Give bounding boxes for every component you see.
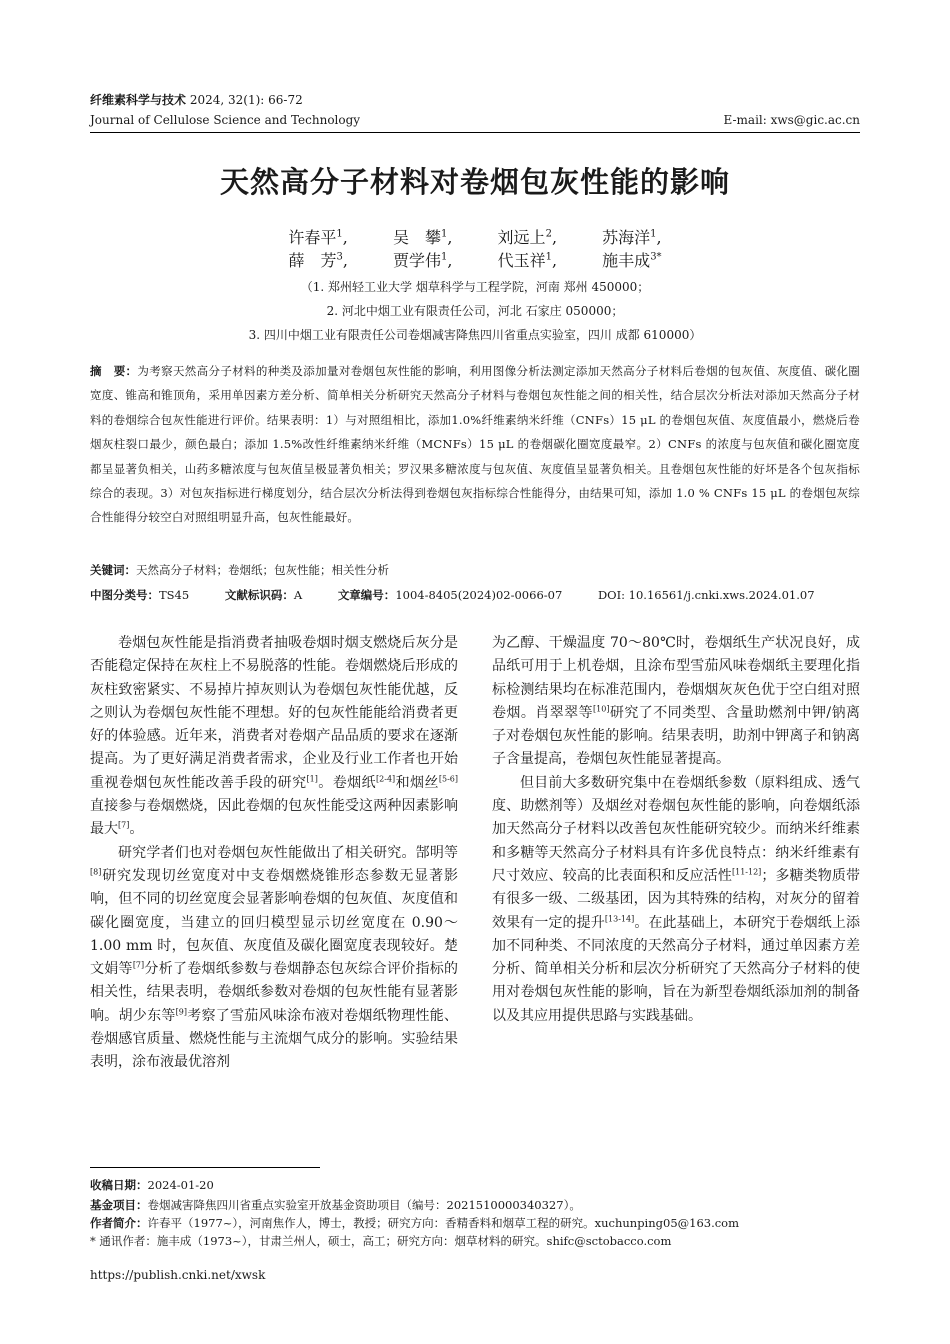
author: 苏海洋$^1$, [602, 228, 662, 247]
footnote-fund: 基金项目：卷烟减害降焦四川省重点实验室开放基金资助项目（编号：2021510000340327）。 [90, 1198, 581, 1212]
affiliation-2: 2. 河北中烟工业有限责任公司，河北 石家庄 050000； [326, 304, 624, 318]
keywords-text: 天然高分子材料；卷烟纸；包灰性能；相关性分析 [136, 563, 389, 577]
affiliation-3: 3. 四川中烟工业有限责任公司卷烟减害降焦四川省重点实验室，四川 成都 610000） [248, 328, 702, 342]
paragraph-3: 但目前大多数研究集中在卷烟纸参数（原料组成、透气度、助燃剂等）及烟丝对卷烟包灰性能的影响，向卷烟纸添加天然高分子材料以改善包灰性能研究较少。而纳米纤维素和多糖等天然高分子材料具有许多优良特点：纳米纤维素有尺寸效应、较高的比表面积和反应活性[11-12]；多糖类物质带有很多一级、二级基团，因为其特殊的结构，对灰分的留着效果有一定的提升[13-14]。在此基础上，本研究于卷烟纸上添加不同种类、不同浓度的天然高分子材料，通过单因素方差分析、简单相关分析和层次分析研究了天然高分子材料的使用对卷烟包灰性能的影响，旨在为新型卷烟纸添加剂的制备以及其应用提供思路与实践基础。 [492, 774, 861, 1024]
citation-ref[interactable]: [9] [175, 1007, 187, 1017]
citation-ref[interactable]: [1] [306, 774, 318, 784]
author: 施丰成$^{3*}$ [602, 251, 662, 270]
citation-ref[interactable]: [11-12] [732, 867, 762, 877]
author: 许春平$^1$, [288, 228, 348, 247]
keywords [90, 562, 860, 578]
abstract-text: 为考察天然高分子材料的种类及添加量对卷烟包灰性能的影响，利用图像分析法测定添加天然高分子材料后卷烟的包灰值、灰度值、碳化圈宽度、锥高和锥顶角，采用单因素方差分析、简单相关分析研究天然高分子材料与卷烟包灰性能之间的相关性，结合层次分析法对添加天然高分子材料的卷烟综合包灰性能进行评价。结果表明：1）与对照组相比，添加1.0%纤维素纳米纤维（CNFs）15 μL 的卷烟包灰值、灰度值最小，燃烧后卷烟灰柱裂口最少，颜色最白；添加 1.5%改性纤维素纳米纤维（MCNFs）15 μL 的卷烟碳化圈宽度最窄。2）CNFs 的浓度与包灰值和碳化圈宽度都呈显著负相关，山药多糖浓度与包灰值呈极显著负相关；罗汉果多糖浓度与包灰值、灰度值呈显著负相关。且卷烟包灰性能的好坏是各个包灰指标综合的表现。3）对包灰指标进行梯度划分，结合层次分析法得到卷烟包灰指标综合性能得分，由结果可知，添加 1.0 % CNFs 15 μL 的卷烟包灰综合性能得分较空白对照组明显升高，包灰性能最好。 [90, 364, 860, 525]
journal-name-en: Journal of Cellulose Science and Technology [90, 113, 361, 127]
journal-name-cn: 纤维素科学与技术 [90, 93, 187, 107]
footnote-author: 作者简介：许春平（1977~），河南焦作人，博士，教授；研究方向：香精香料和烟草工程的研究。xuchunping05@163.com [90, 1216, 740, 1230]
citation-ref[interactable]: [10] [593, 704, 610, 714]
footnote-received: 收稿日期：2024-01-20 [90, 1178, 214, 1192]
footnote-divider [90, 1167, 320, 1168]
abstract [90, 359, 860, 530]
footer-url[interactable]: https://publish.cnki.net/xwsk [90, 1268, 266, 1282]
author: 代玉祥$^1$, [497, 251, 558, 270]
paragraph-1: 卷烟包灰性能是指消费者抽吸卷烟时烟支燃烧后灰分是否能稳定保持在灰柱上不易脱落的性能。卷烟燃烧后形成的灰柱致密紧实、不易掉片掉灰则认为卷烟包灰性能优越，反之则认为卷烟包灰性能不理想。好的包灰性能能给消费者更好的体验感。近年来，消费者对卷烟产品品质的要求在逐渐提高。为了更好满足消费者需求，企业及行业工作者也开始重视卷烟包灰性能改善手段的研究[1]。卷烟纸[2-4]和烟丝[5-6]直接参与卷烟燃烧，因此卷烟的包灰性能受这两种因素影响最大[7]。 [90, 635, 459, 838]
paragraph-2-continued: 为乙醇、干燥温度 70～80℃时，卷烟纸生产状况良好，成品纸可用于上机卷烟，且涂布型雪茄风味卷烟纸主要理化指标检测结果均在标准范围内，卷烟烟灰灰色优于空白组对照卷烟。肖翠翠等[10]研究了不同类型、含量助燃剂中钾/钠离子对卷烟包灰性能的影响。结果表明，助剂中钾离子和钠离子含量提高，卷烟包灰性能显著提高。 [492, 635, 861, 768]
author-line-1 [0, 225, 950, 248]
citation-ref[interactable]: [8] [90, 867, 102, 877]
citation-ref[interactable]: [13-14] [604, 913, 635, 923]
paper-title: 天然高分子材料对卷烟包灰性能的影响 [219, 165, 730, 199]
classification-line [90, 587, 860, 603]
abstract-label: 摘 要： [90, 364, 138, 378]
header-divider [90, 132, 860, 133]
paragraph-2: 研究学者们也对卷烟包灰性能做出了相关研究。郜明等[8]研究发现切丝宽度对中支卷烟燃烧锥形态参数无显著影响，但不同的切丝宽度会显著影响卷烟的包灰值、灰度值和碳化圈宽度，当建立的回归模型显示切丝宽度在 0.90～1.00 mm 时，包灰值、灰度值及碳化圈宽度表现较好。楚文娟等[7]分析了卷烟纸参数与卷烟静态包灰综合评价指标的相关性，结果表明，卷烟纸参数对卷烟的包灰性能有显著影响。胡少东等[9]考察了雪茄风味涂布液对卷烟纸物理性能、卷烟感官质量、燃烧性能与主流烟气成分的影响。实验结果表明，涂布液最优溶剂 [90, 844, 459, 1071]
citation-ref[interactable]: [7] [118, 820, 130, 830]
journal-email[interactable]: E-mail: xws@gic.ac.cn [723, 113, 860, 127]
clc: 中图分类号：TS45 [90, 588, 190, 602]
author: 吴 攀$^1$, [392, 228, 453, 247]
journal-header-en [90, 113, 860, 127]
author: 刘远上$^2$, [497, 228, 558, 247]
doc-code: 文献标识码：A [224, 588, 303, 602]
footnote-corresponding: * 通讯作者：施丰成（1973~），甘肃兰州人，硕士，高工；研究方向：烟草材料的研究。shifc@sctobacco.com [90, 1234, 672, 1248]
body-column-right [492, 632, 860, 1028]
author: 薛 芳$^3$, [288, 251, 348, 270]
doi[interactable]: DOI: 10.16561/j.cnki.xws.2024.01.07 [597, 588, 815, 602]
journal-citation: 2024, 32(1): 66-72 [189, 93, 303, 107]
affiliation-1: （1. 郑州轻工业大学 烟草科学与工程学院，河南 郑州 450000； [300, 280, 650, 294]
body-column-left [90, 632, 458, 1075]
author-line-2 [0, 248, 950, 271]
keywords-label: 关键词： [90, 563, 136, 577]
journal-header [90, 91, 860, 108]
author: 贾学伟$^1$, [393, 251, 453, 270]
citation-ref[interactable]: [5-6] [438, 774, 459, 784]
citation-ref[interactable]: [7] [132, 960, 145, 970]
article-number: 文章编号：1004-8405(2024)02-0066-07 [337, 588, 563, 602]
citation-ref[interactable]: [2-4] [376, 774, 396, 784]
